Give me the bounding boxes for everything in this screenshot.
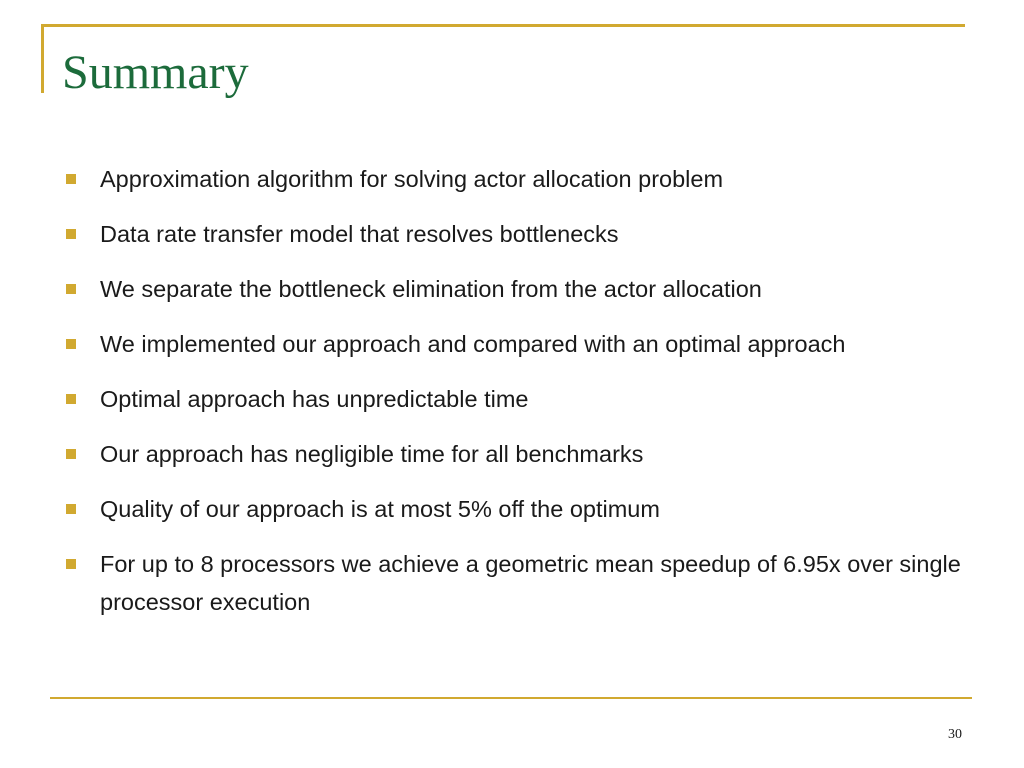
square-bullet-icon <box>66 174 76 184</box>
bullet-text: We separate the bottleneck elimination from the actor allocation <box>100 276 762 302</box>
square-bullet-icon <box>66 284 76 294</box>
slide-title: Summary <box>62 46 249 99</box>
square-bullet-icon <box>66 559 76 569</box>
square-bullet-icon <box>66 449 76 459</box>
bullet-text: Our approach has negligible time for all benchmarks <box>100 441 644 467</box>
bullet-item <box>66 545 986 621</box>
bullet-item <box>66 215 986 253</box>
page-number: 30 <box>948 727 962 742</box>
square-bullet-icon <box>66 229 76 239</box>
bullet-item <box>66 490 986 528</box>
bullet-text: Quality of our approach is at most 5% off the optimum <box>100 496 660 522</box>
footer-rule <box>50 697 972 699</box>
square-bullet-icon <box>66 339 76 349</box>
bullet-item <box>66 160 986 198</box>
bullet-item <box>66 380 986 418</box>
bullet-text: Optimal approach has unpredictable time <box>100 386 529 412</box>
bullet-text: Data rate transfer model that resolves bottlenecks <box>100 221 619 247</box>
bullet-item <box>66 270 986 308</box>
left-accent-rule <box>41 24 44 93</box>
bullet-item <box>66 325 986 363</box>
square-bullet-icon <box>66 504 76 514</box>
top-accent-rule <box>41 24 965 27</box>
bullet-text: We implemented our approach and compared with an optimal approach <box>100 331 846 357</box>
square-bullet-icon <box>66 394 76 404</box>
bullet-text: Approximation algorithm for solving actor allocation problem <box>100 166 724 192</box>
bullet-text: For up to 8 processors we achieve a geometric mean speedup of 6.95x over single processor execution <box>100 551 961 615</box>
bullet-item <box>66 435 986 473</box>
bullet-list <box>66 160 986 638</box>
